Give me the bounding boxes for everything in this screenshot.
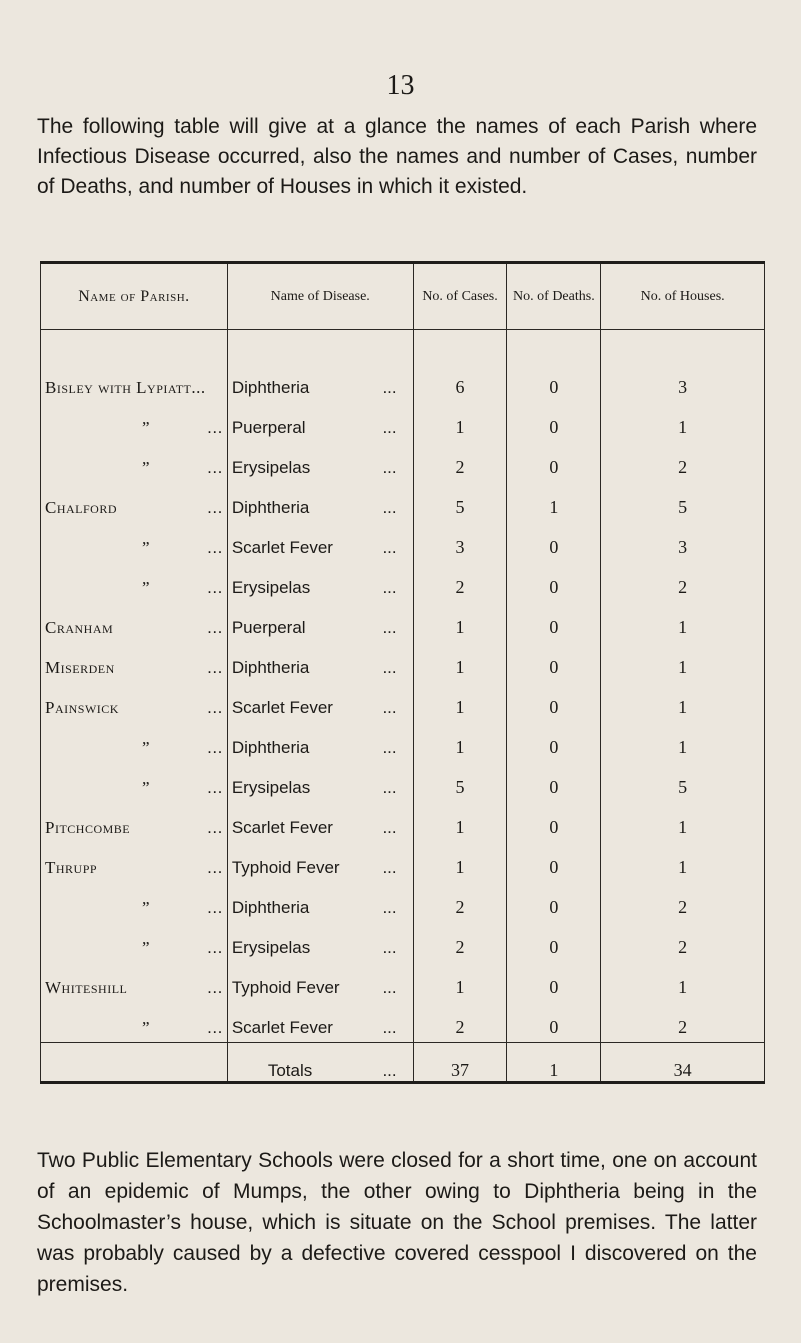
leader-dots: ... [382,458,397,477]
leader-dots: ... [207,938,223,957]
disease-name: Erysipelas [231,578,311,597]
houses-cell: 5 [601,762,765,802]
disease-name: Typhoid Fever [231,858,340,877]
totals-houses: 34 [601,1043,765,1083]
leader-dots: ... [382,418,397,437]
disease-cell [227,802,413,842]
cases-cell: 1 [413,962,507,1002]
houses-cell: 3 [601,522,765,562]
leader-dots: ... [382,818,397,837]
cases-cell: 1 [413,682,507,722]
leader-dots: ... [207,418,223,437]
cases-cell: 1 [413,642,507,682]
parish-cell [41,882,228,922]
cases-cell: 2 [413,442,507,482]
parish-name: Whiteshill [45,978,128,997]
infectious-disease-table [40,261,765,1084]
table-row [41,442,765,482]
leader-dots: ... [207,578,223,597]
header-houses: No. of Houses. [601,263,765,330]
disease-cell [227,922,413,962]
disease-cell [227,442,413,482]
deaths-cell: 0 [507,802,601,842]
ditto-mark: ” [141,778,150,797]
disease-cell [227,402,413,442]
cases-cell: 5 [413,482,507,522]
table-row [41,722,765,762]
leader-dots: ... [382,498,397,517]
leader-dots: ... [382,858,397,877]
houses-cell: 2 [601,882,765,922]
totals-cases: 37 [413,1043,507,1083]
header-disease: Name of Disease. [227,263,413,330]
leader-dots: ... [382,1018,397,1037]
deaths-cell: 0 [507,562,601,602]
deaths-cell: 0 [507,722,601,762]
leader-dots: ... [207,818,223,837]
disease-name: Scarlet Fever [231,538,333,557]
parish-name: Bisley with Lypiatt... [45,378,206,397]
leader-dots: ... [382,898,397,917]
leader-dots: ... [207,1018,223,1037]
ditto-mark: ” [141,1018,150,1037]
cases-cell: 2 [413,922,507,962]
totals-label: Totals [267,1061,313,1080]
disease-cell [227,722,413,762]
ditto-mark: ” [141,418,150,437]
table-row [41,922,765,962]
deaths-cell: 0 [507,882,601,922]
disease-cell [227,842,413,882]
disease-name: Diphtheria [231,738,310,757]
disease-name: Diphtheria [231,378,310,397]
table-row [41,562,765,602]
header-cases: No. of Cases. [413,263,507,330]
parish-cell [41,922,228,962]
houses-cell: 1 [601,402,765,442]
deaths-cell: 0 [507,922,601,962]
cases-cell: 1 [413,402,507,442]
parish-cell [41,802,228,842]
table-row [41,330,765,403]
cases-cell: 2 [413,1002,507,1043]
parish-name: Chalford [45,498,118,517]
disease-cell [227,482,413,522]
leader-dots: ... [382,618,397,637]
leader-dots: ... [207,778,223,797]
houses-cell: 1 [601,682,765,722]
deaths-cell: 0 [507,602,601,642]
parish-cell [41,522,228,562]
disease-name: Puerperal [231,618,306,637]
leader-dots: ... [207,738,223,757]
disease-cell [227,330,413,403]
ditto-mark: ” [141,898,150,917]
leader-dots: ... [382,738,397,757]
leader-dots: ... [382,698,397,717]
houses-cell: 2 [601,442,765,482]
cases-cell: 1 [413,602,507,642]
disease-name: Erysipelas [231,938,311,957]
disease-cell [227,882,413,922]
closing-paragraph: Two Public Elementary Schools were closed for a short time, one on account of an epidemic of Mumps, the other owing to Diphtheria being in the Schoolmaster’s house, which is situate on the School premises. The latter was probably caused by a defective covered cesspool I discovered on the premises. [37,1149,757,1296]
table-row [41,882,765,922]
leader-dots: ... [207,698,223,717]
parish-name: Cranham [45,618,114,637]
totals-leader-dots: ... [382,1061,397,1080]
table-row [41,1002,765,1043]
parish-cell [41,762,228,802]
houses-cell: 1 [601,802,765,842]
totals-row [41,1043,765,1083]
disease-cell [227,562,413,602]
leader-dots: ... [207,538,223,557]
parish-cell [41,562,228,602]
leader-dots: ... [382,378,397,397]
houses-cell: 1 [601,842,765,882]
leader-dots: ... [207,658,223,677]
deaths-cell: 0 [507,642,601,682]
disease-cell [227,762,413,802]
disease-name: Diphtheria [231,658,310,677]
deaths-cell: 0 [507,442,601,482]
leader-dots: ... [382,578,397,597]
parish-cell [41,722,228,762]
leader-dots: ... [207,498,223,517]
houses-cell: 1 [601,722,765,762]
parish-cell [41,962,228,1002]
deaths-cell: 0 [507,330,601,403]
leader-dots: ... [382,778,397,797]
deaths-cell: 0 [507,402,601,442]
houses-cell: 2 [601,562,765,602]
parish-name: Pitchcombe [45,818,131,837]
parish-cell [41,1002,228,1043]
parish-cell [41,682,228,722]
leader-dots: ... [382,938,397,957]
table-row [41,962,765,1002]
parish-cell [41,402,228,442]
table-row [41,762,765,802]
disease-cell [227,642,413,682]
cases-cell: 3 [413,522,507,562]
deaths-cell: 0 [507,962,601,1002]
parish-cell [41,602,228,642]
houses-cell: 1 [601,962,765,1002]
cases-cell: 2 [413,882,507,922]
disease-name: Erysipelas [231,458,311,477]
totals-empty-cell [41,1043,228,1083]
cases-cell: 2 [413,562,507,602]
ditto-mark: ” [141,538,150,557]
deaths-cell: 0 [507,842,601,882]
houses-cell: 1 [601,642,765,682]
table-body [41,330,765,1043]
disease-name: Erysipelas [231,778,311,797]
disease-cell [227,1002,413,1043]
table-row [41,602,765,642]
leader-dots: ... [207,898,223,917]
parish-cell [41,330,228,403]
deaths-cell: 0 [507,682,601,722]
houses-cell: 3 [601,330,765,403]
parish-name: Miserden [45,658,115,677]
disease-name: Typhoid Fever [231,978,340,997]
disease-name: Scarlet Fever [231,1018,333,1037]
deaths-cell: 1 [507,482,601,522]
leader-dots: ... [382,538,397,557]
houses-cell: 2 [601,922,765,962]
table-row [41,642,765,682]
cases-cell: 1 [413,802,507,842]
leader-dots: ... [207,618,223,637]
table-row [41,482,765,522]
ditto-mark: ” [141,938,150,957]
disease-cell [227,682,413,722]
parish-cell [41,482,228,522]
parish-cell [41,642,228,682]
page-number: 13 [386,70,415,101]
cases-cell: 5 [413,762,507,802]
houses-cell: 1 [601,602,765,642]
disease-name: Diphtheria [231,898,310,917]
cases-cell: 1 [413,722,507,762]
leader-dots: ... [207,978,223,997]
parish-cell [41,442,228,482]
table-row [41,682,765,722]
ditto-mark: ” [141,458,150,477]
table-row [41,802,765,842]
header-deaths: No. of Deaths. [507,263,601,330]
cases-cell: 6 [413,330,507,403]
table-row [41,522,765,562]
table-row [41,402,765,442]
leader-dots: ... [382,978,397,997]
disease-cell [227,962,413,1002]
houses-cell: 2 [601,1002,765,1043]
deaths-cell: 0 [507,1002,601,1043]
leader-dots: ... [207,858,223,877]
intro-paragraph: The following table will give at a glance the names of each Parish where Infectious Disease occurred, also the names and number of Cases, number of Deaths, and number of Houses in which it existed. [37,115,757,198]
ditto-mark: ” [141,738,150,757]
ditto-mark: ” [141,578,150,597]
parish-name: Painswick [45,698,119,717]
totals-deaths: 1 [507,1043,601,1083]
disease-name: Scarlet Fever [231,818,333,837]
totals-label-cell [227,1043,413,1083]
table-row [41,842,765,882]
deaths-cell: 0 [507,762,601,802]
leader-dots: ... [382,658,397,677]
cases-cell: 1 [413,842,507,882]
disease-name: Scarlet Fever [231,698,333,717]
disease-cell [227,602,413,642]
disease-name: Diphtheria [231,498,310,517]
leader-dots: ... [207,458,223,477]
parish-cell [41,842,228,882]
deaths-cell: 0 [507,522,601,562]
table-header-row [41,263,765,330]
houses-cell: 5 [601,482,765,522]
header-parish: Name of Parish. [41,263,228,330]
disease-name: Puerperal [231,418,306,437]
disease-cell [227,522,413,562]
parish-name: Thrupp [45,858,98,877]
